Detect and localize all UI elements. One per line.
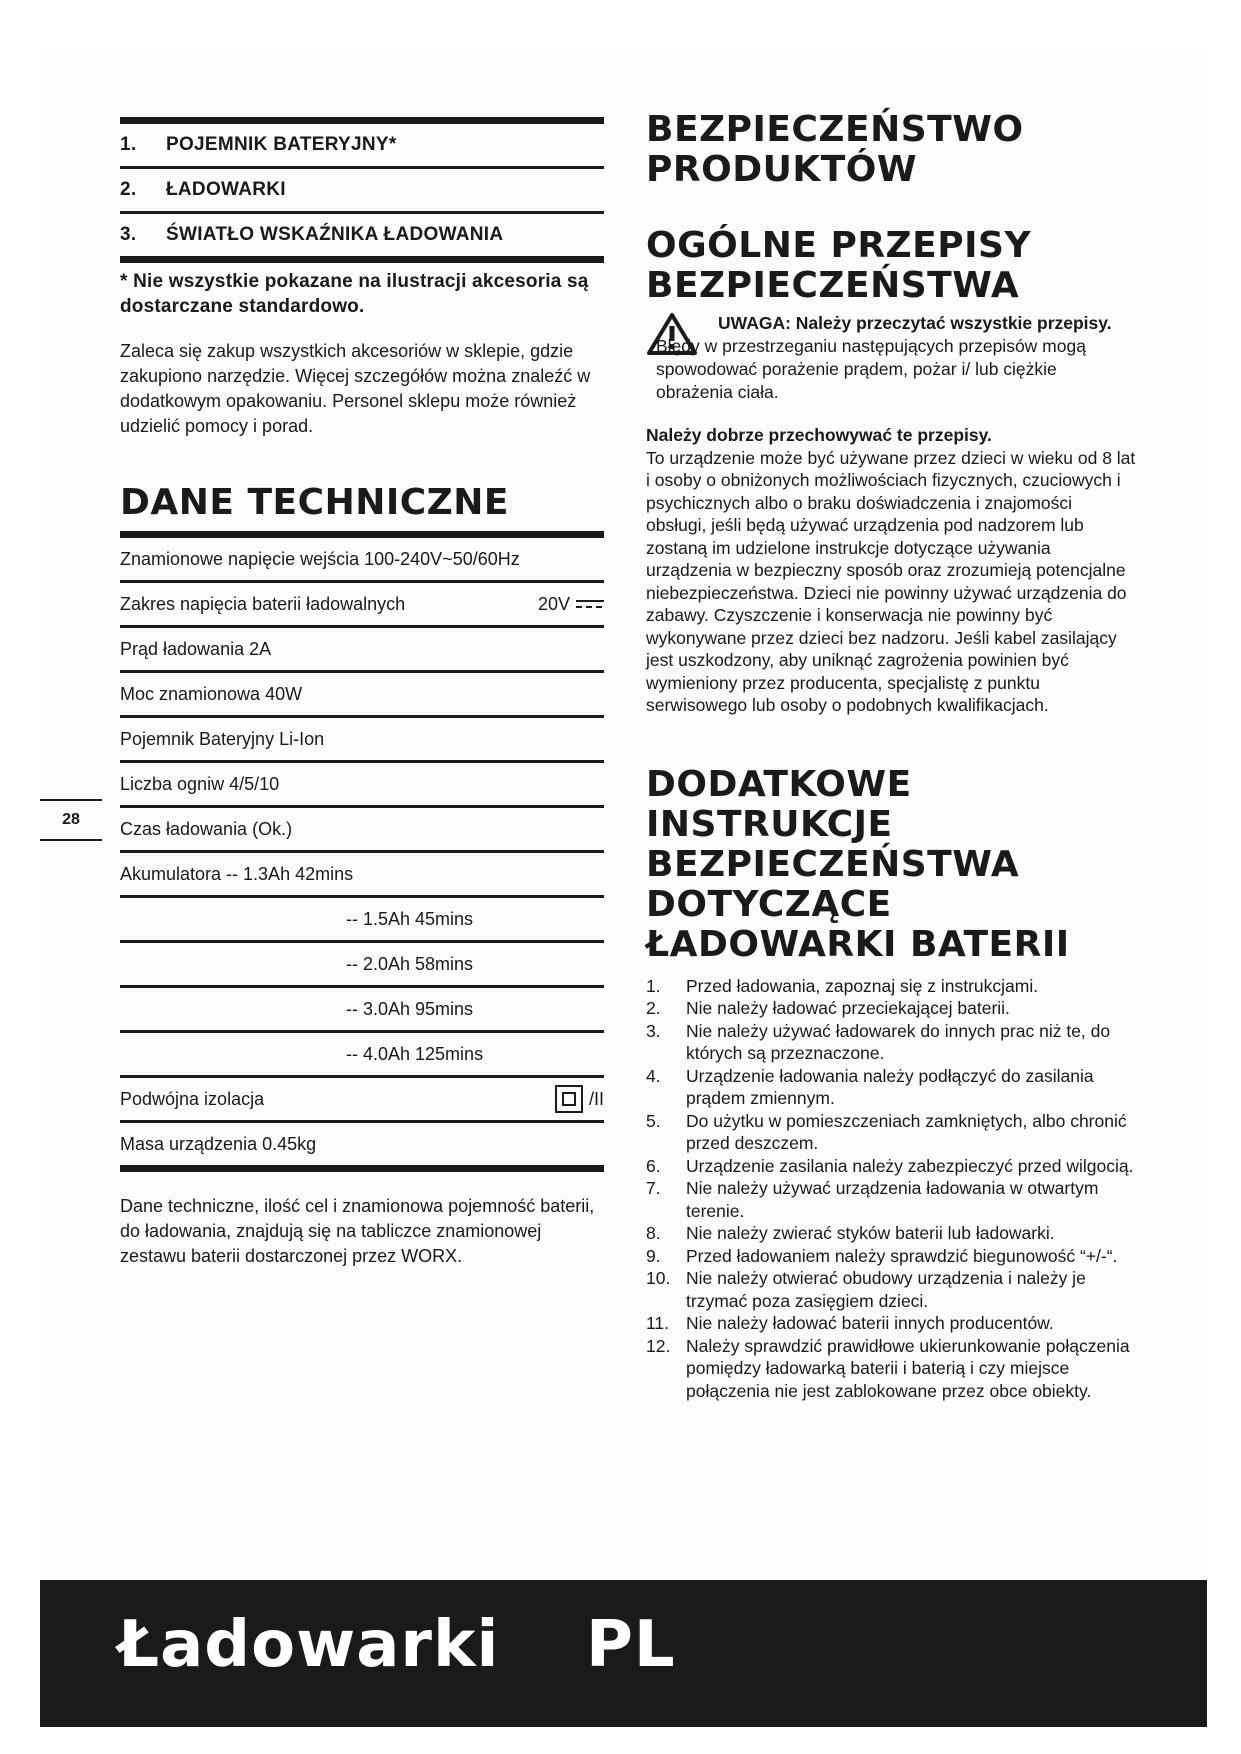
warning-block (646, 312, 1136, 404)
parts-list-item (120, 124, 604, 166)
list-item: 5. Do użytku w pomieszczeniach zamkniętych, albo chronić przed deszczem. (646, 1110, 1127, 1153)
item-number: 1. (120, 134, 137, 155)
tech-note: Dane techniczne, ilość cel i znamionowa pojemność baterii, do ładowania, znajdują się na tabliczce znamionowej zestawu baterii dostarczonej przez WORX. (120, 1196, 595, 1266)
list-item: 6. Urządzenie zasilania należy zabezpieczyć przed wilgocią. (646, 1155, 1134, 1176)
safety-heading: BEZPIECZEŃSTWO PRODUKTÓW (646, 109, 1024, 190)
warning-text: Błędy w przestrzeganiu następujących przepisów mogą spowodować porażenie prądem, pożar i/ lub ciężkie obrażenia ciała. (656, 336, 1086, 402)
list-item: 10. Nie należy otwierać obudowy urządzenia i należy je trzymać poza zasięgiem dzieci. (646, 1268, 1086, 1311)
item-number: 3. (120, 224, 137, 245)
parts-list-item (120, 214, 604, 256)
charger-safety-heading: DODATKOWE INSTRUKCJE BEZPIECZEŃSTWA DOTYCZĄCE ŁADOWARKI BATERII (646, 763, 1070, 965)
left-column (120, 117, 604, 1269)
spec-charge-time-row: -- 1.5Ah 45mins (346, 908, 474, 929)
rule-thick (120, 1165, 604, 1172)
spec-battery-type: Pojemnik Bateryjny Li-Ion (120, 728, 325, 749)
double-insulation-icon (555, 1085, 583, 1113)
rule-thick (120, 256, 604, 263)
keep-instructions: Należy dobrze przechowywać te przepisy. To urządzenie może być używane przez dzieci w wieku od 8 lat i osoby o obniżonych możliwościach fizycznych, czuciowych i psychicznych albo o braku doświadczenia i znajomości obsługi, jeśli będą używać urządzenia pod nadzorem lub zostaną im udzielone instrukcje dotyczące używania urządzenia w bezpieczny sposób oraz zrozumieją potencjalne niebezpieczeństwa. Dzieci nie powinny używać urządzenia do zabawy. Czyszczenie i konserwacja nie powinny być wykonywane przez dzieci bez nadzoru. Jeśli kabel zasilający jest uszkodzony, aby uniknąć zagrożenia powinien być wymieniony przez producenta, specjalistę z punktu serwisowego lub osoby o podobnych kwalifikacjach. (646, 425, 1136, 715)
spec-rated-input: Znamionowe napięcie wejścia 100-240V~50/60Hz (120, 548, 520, 569)
spec-charge-current: Prąd ładowania 2A (120, 638, 272, 659)
list-item: 9. Przed ładowaniem należy sprawdzić biegunowość “+/-“. (646, 1245, 1118, 1266)
parts-list-item (120, 169, 604, 211)
language-code: PL (586, 1608, 676, 1682)
dc-symbol-icon (576, 599, 604, 609)
spec-charge-time-row: -- 3.0Ah 95mins (346, 998, 474, 1019)
footer-banner (40, 1580, 1207, 1727)
warning-bold-text: UWAGA: Należy przeczytać wszystkie przepisy. (718, 313, 1112, 333)
item-number: 2. (120, 179, 137, 200)
spec-rated-power: Moc znamionowa 40W (120, 683, 303, 704)
spec-double-insulation: Podwójna izolacja /II (120, 1078, 604, 1120)
general-safety-heading: OGÓLNE PRZEPISY BEZPIECZEŃSTWA (646, 225, 1032, 306)
spec-battery-range: Zakres napięcia baterii ładowalnych 20V (120, 583, 604, 625)
list-item: 2. Nie należy ładować przeciekającej baterii. (646, 998, 1010, 1018)
spec-charge-time-row: -- 2.0Ah 58mins (346, 953, 474, 974)
item-label: ŁADOWARKI (166, 179, 286, 200)
list-item: 7. Nie należy używać urządzenia ładowania w otwartym terenie. (646, 1178, 1099, 1221)
list-item: 3. Nie należy używać ładowarek do innych prac niż te, do których są przeznaczone. (646, 1020, 1111, 1063)
spec-cells: Liczba ogniw 4/5/10 (120, 773, 280, 794)
footer-title: Ładowarki (118, 1608, 500, 1682)
list-item: 1. Przed ładowania, zapoznaj się z instrukcjami. (646, 975, 1039, 996)
page-number: 28 (40, 799, 102, 841)
spec-weight: Masa urządzenia 0.45kg (120, 1133, 317, 1154)
list-item: 4. Urządzenie ładowania należy podłączyć do zasilania prądem zmiennym. (646, 1065, 1094, 1108)
list-item: 12. Należy sprawdzić prawidłowe ukierunkowanie połączenia pomiędzy ładowarką baterii i baterią i czy miejsce połączenia nie jest zablokowane przez obce obiekty. (646, 1335, 1130, 1401)
voltage-value: 20V (537, 593, 570, 614)
rule-thick (120, 531, 604, 538)
list-item: 11. Nie należy ładować baterii innych producentów. (646, 1313, 1054, 1333)
tech-heading: DANE TECHNICZNE (120, 482, 509, 523)
spec-charge-time-row: Akumulatora -- 1.3Ah 42mins (120, 863, 354, 884)
accessories-paragraph: Zaleca się zakup wszystkich akcesoriów w sklepie, gdzie zakupiono narzędzie. Więcej szczegółów można znaleźć w dodatkowym opakowaniu. Personel sklepu może również udzielić pomocy i porad. (120, 341, 591, 436)
instructions-list (646, 975, 1136, 1403)
right-column (646, 110, 1136, 1402)
list-item: 8. Nie należy zwierać styków baterii lub ładowarki. (646, 1223, 1055, 1243)
spec-charge-time-row: -- 4.0Ah 125mins (346, 1043, 484, 1064)
spec-charge-time: Czas ładowania (Ok.) (120, 818, 293, 839)
item-label: POJEMNIK BATERYJNY* (166, 134, 397, 155)
item-label: ŚWIATŁO WSKAŹNIKA ŁADOWANIA (166, 224, 504, 245)
rule-thick (120, 117, 604, 124)
parts-note: * Nie wszystkie pokazane na ilustracji akcesoria są dostarczane standardowo. (120, 271, 589, 317)
